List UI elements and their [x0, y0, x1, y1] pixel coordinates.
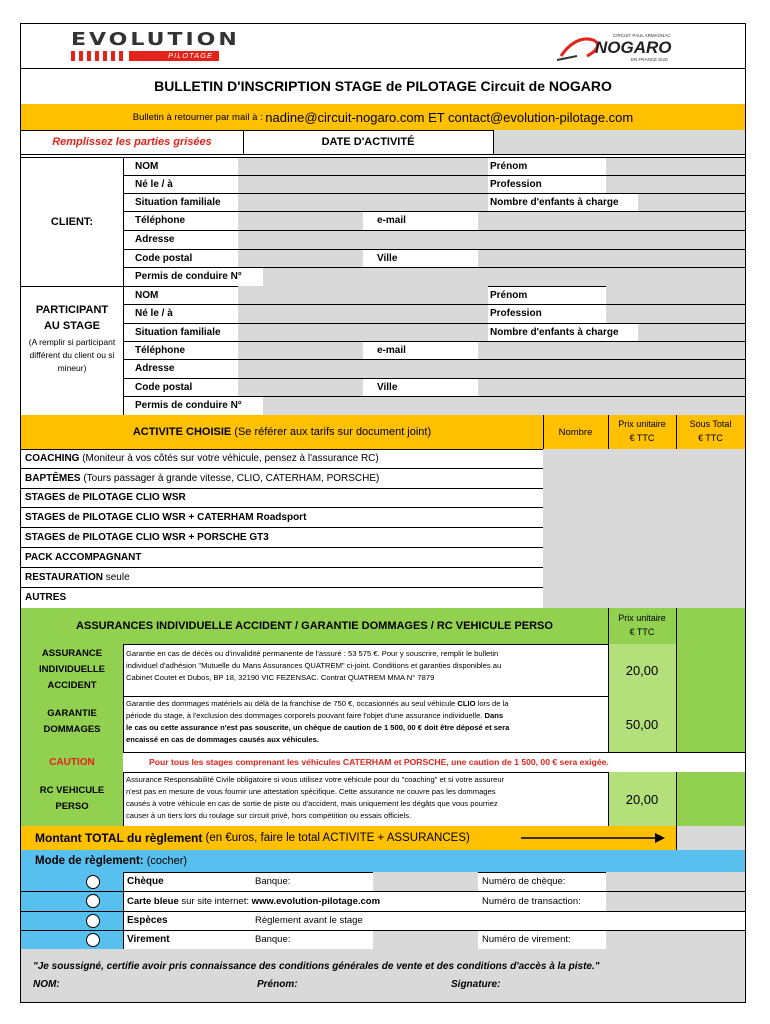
activite-header: ACTIVITE CHOISIE (Se référer aux tarifs sur document joint) — [21, 415, 543, 449]
participant-profession-label: Profession — [490, 308, 542, 319]
reglement-header: Mode de règlement: (cocher) — [21, 850, 745, 872]
total-field[interactable] — [676, 826, 745, 850]
client-adresse-label: Adresse — [135, 234, 175, 245]
activite-total-field[interactable] — [676, 449, 745, 468]
activite-prix-field[interactable] — [608, 507, 676, 527]
nogaro-logo — [551, 30, 681, 64]
cheque-banque-label: Banque: — [255, 876, 291, 887]
activite-total-field[interactable] — [676, 547, 745, 567]
rc-label: RC VEHICULE PERSO — [21, 772, 123, 826]
activite-nombre-field[interactable] — [543, 449, 608, 468]
virement-banque-field[interactable] — [373, 930, 478, 949]
footer-signature-label: Signature: — [451, 979, 501, 990]
client-nom-field[interactable] — [238, 157, 488, 175]
mail-instructions: Bulletin à retourner par mail à : nadine@circuit-nogaro.com ET contact@evolution-pilotage.com — [21, 104, 745, 130]
fill-hint: Remplissez les parties grisées — [52, 136, 212, 148]
client-permis-field[interactable] — [263, 267, 745, 286]
participant-telephone-label: Téléphone — [135, 344, 186, 356]
caution-label: CAUTION — [21, 752, 123, 772]
especes-label: Espèces — [127, 915, 168, 926]
individuelle-label: ASSURANCE INDIVIDUELLE ACCIDENT — [21, 644, 123, 696]
individuelle-total-field[interactable] — [676, 644, 745, 696]
participant-email-label: e-mail — [377, 344, 406, 356]
participant-prenom-field[interactable] — [606, 286, 745, 304]
cheque-banque-field[interactable] — [373, 872, 478, 891]
website-link[interactable]: www.evolution-pilotage.com — [251, 895, 381, 907]
participant-ne-le-label: Né le / à — [135, 308, 173, 319]
garantie-price: 50,00 — [608, 696, 676, 752]
virement-banque-label: Banque: — [255, 934, 291, 945]
mail-addresses: nadine@circuit-nogaro.com ET contact@evolution-pilotage.com — [265, 109, 634, 125]
client-ville-label: Ville — [377, 252, 398, 264]
carte-bleue-label: Carte bleue — [127, 895, 179, 907]
registration-form: EVOLUTION PILOTAGE CIRCUIT PAUL ARMAGNAC NOGARO EN FRANCE SUD BULLETIN D'INSCRIPTION STAGE de PILOTAGE Circuit de NOGARO Bulletin à retourner par mail à : nadine@circuit-nogaro.com ET contact@evolution-pilotage.com Remplissez les parties grisées DATE D'ACTIVITÉ CLIENT: NOM Prénom Né le / à Profession Situation familiale Nombre d'enfants à charge Téléphone e-mail Adresse Code postal Ville Permis de conduire N° PARTICIPANT AU STAGE (A remplir si participant différent du client ou si mineur) NOM Prénom Né le / à Profession Situation familiale Nombre d'enfants à charge Téléphone e-mail Adresse Code postal Ville Permis de conduire N° ACTIVITE CHOISIE (Se référer aux tarifs sur document joint) Nombre Prix unitaire € TTC Sous Total € TTC COACHING (Moniteur à vos côtés sur votre véhicule, pensez à l'assurance RC) BAPTÊMES (Tours passager à grande vitesse, CLIO, CATERHAM, PORSCHE) STAGES de PILOTAGE CLIO WSR STAGES de PILOTAGE CLIO WSR + CATERHAM Roadsport STAGES de PILOTAGE CLIO WSR + PORSCHE GT3 PACK ACCOMPAGNANT RESTAURATION seule AUTRES ASSURANCES INDIVIDUELLE ACCIDENT / GARANTIE DOMMAGES / RC VEHICULE PERSO Prix unitaire € TTC ASSURANCE INDIVIDUELLE ACCIDENT Garantie en cas de décès ou d'invalidité permanente de l'assuré : 53 575 €. Pour y souscrire, remplir le bulletin individuel d'adhésion "Mutuelle du Mans Assurances QUATREM" ci-joint. Conditions et garanties disponibles au Cabinet Coutet et Dubos, BP 18, 32190 VIC FEZENSAC. Contrat QUATREM MMA N° 7879 20,00 GARANTIE DOMMAGES Garantie des dommages matériels au délà de la franchise de 750 €, occasionnés au seul véhicule CLIO lors de la période du stage, à l'exclusion des dommages corporels pouvant faire l'objet d'une assurance individuelle. Dans le cas ou cette assurance n'est pas souscrite, un chèque de caution de 1 500, 00 € doit être déposé et sera encaissé en cas de dommages causés aux véhicules. 50,00 CAUTION Pour tous les stages comprenant les véhicules CATERHAM et PORSCHE, une caution de 1 500, 00 € sera exigée. RC VEHICULE PERSO Assurance Responsabilité Civile obligatoire si vous utilisez votre véhicule pour du "coaching" et si votre assureur n'est pas en mesure de vous fournir une attestation spécifique. Cette assurance ne couvre pas les dommages causés à votre véhicule en cas de sortie de piste ou d'accident, mais uniquement les dégâts que vous pourriez causer à un tiers lors du roulage sur circuit privé, hors compétition ou essais officiels. 20,00 Montant TOTAL du règlement (en €uros, faire le total ACTIVITE + ASSURANCES) Mode de règlement: (cocher) Chèque Banque: Numéro de chèque: Carte bleue sur site internet: www.evolution-pilotage.com Numéro de transaction: Espèces Règlement avant le stage Virement Banque: Numéro de virement: "Je soussigné, certifie avoir pris connaissance des conditions générales de vente et des conditions d'accès à la piste." NOM: Prénom: Signature: — [20, 23, 746, 1003]
activite-prix-field[interactable] — [608, 547, 676, 567]
activite-total-field[interactable] — [676, 527, 745, 547]
especes-note: Règlement avant le stage — [255, 915, 363, 926]
activite-prix-field[interactable] — [608, 468, 676, 488]
virement-numero-label: Numéro de virement: — [482, 934, 571, 945]
activite-total-field[interactable] — [676, 507, 745, 527]
participant-situation-field[interactable] — [238, 323, 488, 341]
activite-nombre-field[interactable] — [543, 488, 608, 507]
checkered-flag-icon — [71, 51, 127, 61]
participant-email-field[interactable] — [478, 341, 745, 359]
client-permis-label: Permis de conduire N° — [135, 271, 242, 282]
signature-area[interactable] — [21, 949, 745, 1002]
cheque-label: Chèque — [127, 876, 164, 887]
client-prenom-label: Prénom — [490, 160, 528, 172]
client-ne-le-field[interactable] — [238, 175, 488, 193]
activite-row: STAGES de PILOTAGE CLIO WSR — [25, 492, 186, 503]
activite-total-field[interactable] — [676, 587, 745, 608]
rc-text: Assurance Responsabilité Civile obligatoire si vous utilisez votre véhicule pour du "coaching" et si votre assureur n'est pas en mesure de vous fournir une attestation spécifique. Cette assurance ne couvre pas les dommages causés à votre véhicule en cas de sortie de piste ou d'accident, mais uniquement les dégâts que vous pourriez causer à un tiers lors du roulage sur circuit privé, hors compétition ou essais officiels. — [126, 775, 505, 820]
activite-total-field[interactable] — [676, 468, 745, 488]
evolution-logo-sub: PILOTAGE — [129, 51, 219, 61]
client-enfants-field[interactable] — [638, 193, 745, 211]
carte-bleue-radio[interactable] — [86, 894, 100, 908]
participant-enfants-field[interactable] — [638, 323, 745, 341]
participant-adresse-field[interactable] — [238, 359, 745, 378]
assurances-prix-header: Prix unitaire € TTC — [608, 608, 676, 644]
client-enfants-label: Nombre d'enfants à charge — [490, 196, 619, 208]
activite-prix-field[interactable] — [608, 527, 676, 547]
client-ville-field[interactable] — [478, 249, 745, 267]
garantie-text: Garantie des dommages matériels au délà de la franchise de 750 €, occasionnés au seul véhicule CLIO lors de la période du stage, à l'exclusion des dommages corporels pouvant faire l'objet d'une assurance individuelle. Dans le cas ou cette assurance n'est pas souscrite, un chèque de caution de 1 500, 00 € doit être déposé et sera encaissé en cas de dommages causés aux véhicules. — [126, 699, 510, 744]
participant-adresse-label: Adresse — [135, 363, 175, 374]
assurances-header: ASSURANCES INDIVIDUELLE ACCIDENT / GARANTIE DOMMAGES / RC VEHICULE PERSO — [21, 608, 608, 644]
client-email-label: e-mail — [377, 215, 406, 226]
activite-row: BAPTÊMES (Tours passager à grande vitesse, CLIO, CATERHAM, PORSCHE) — [25, 472, 380, 484]
activite-nombre-field[interactable] — [543, 547, 608, 567]
rc-price: 20,00 — [608, 772, 676, 826]
participant-prenom-label: Prénom — [490, 289, 528, 301]
individuelle-price: 20,00 — [608, 644, 676, 696]
caution-text: Pour tous les stages comprenant les véhicules CATERHAM et PORSCHE, une caution de 1 500, 00 € sera exigée. — [149, 757, 609, 767]
col-prix-header: Prix unitaire € TTC — [608, 415, 676, 449]
activite-total-field[interactable] — [676, 488, 745, 507]
client-email-field[interactable] — [478, 211, 745, 230]
nogaro-logo-sub: EN FRANCE SUD — [631, 57, 668, 62]
evolution-logo — [71, 30, 240, 62]
nogaro-logo-text: NOGARO — [595, 38, 672, 57]
activite-prix-field[interactable] — [608, 488, 676, 507]
total-row: Montant TOTAL du règlement (en €uros, faire le total ACTIVITE + ASSURANCES) — [21, 826, 676, 850]
client-ne-le-label: Né le / à — [135, 178, 173, 190]
activite-row: RESTAURATION seule — [25, 571, 130, 583]
activite-nombre-field[interactable] — [543, 527, 608, 547]
participant-enfants-label: Nombre d'enfants à charge — [490, 326, 619, 338]
cheque-numero-label: Numéro de chèque: — [482, 876, 566, 887]
garantie-label: GARANTIE DOMMAGES — [21, 696, 123, 752]
cheque-radio[interactable] — [86, 875, 100, 889]
client-adresse-field[interactable] — [238, 230, 745, 249]
garantie-total-field[interactable] — [676, 696, 745, 752]
participant-permis-field[interactable] — [263, 396, 745, 415]
participant-nom-label: NOM — [135, 289, 159, 301]
activite-prix-field[interactable] — [608, 449, 676, 468]
activite-nombre-field[interactable] — [543, 468, 608, 488]
footer-nom-label: NOM: — [33, 979, 60, 990]
nogaro-logo-top: CIRCUIT PAUL ARMAGNAC — [613, 33, 671, 38]
virement-numero-field[interactable] — [606, 930, 745, 949]
client-situation-field[interactable] — [238, 193, 488, 211]
activite-row: PACK ACCOMPAGNANT — [25, 551, 142, 563]
participant-section-label: PARTICIPANT AU STAGE (A remplir si participant différent du client ou si mineur) — [21, 302, 123, 402]
client-code-postal-field[interactable] — [238, 249, 363, 267]
participant-code-postal-field[interactable] — [238, 378, 363, 396]
participant-ville-label: Ville — [377, 381, 398, 393]
participant-nom-field[interactable] — [238, 286, 488, 304]
participant-ville-field[interactable] — [478, 378, 745, 396]
participant-code-postal-label: Code postal — [135, 381, 193, 393]
col-nombre-header: Nombre — [543, 415, 608, 449]
col-total-header: Sous Total € TTC — [676, 415, 745, 449]
activite-row: COACHING (Moniteur à vos côtés sur votre véhicule, pensez à l'assurance RC) — [25, 453, 379, 464]
client-section-label: CLIENT: — [50, 215, 94, 228]
evolution-logo-text: EVOLUTION — [71, 30, 240, 50]
cheque-numero-field[interactable] — [606, 872, 745, 891]
participant-situation-label: Situation familiale — [135, 326, 221, 338]
footer-prenom-label: Prénom: — [257, 979, 298, 990]
activite-nombre-field[interactable] — [543, 587, 608, 608]
date-field[interactable] — [493, 130, 745, 154]
client-situation-label: Situation familiale — [135, 196, 221, 208]
activite-prix-field[interactable] — [608, 587, 676, 608]
form-title: BULLETIN D'INSCRIPTION STAGE de PILOTAGE Circuit de NOGARO — [154, 78, 612, 94]
certification-statement: "Je soussigné, certifie avoir pris connaissance des conditions générales de vente et des conditions d'accès à la piste." — [33, 961, 600, 972]
activite-total-field[interactable] — [676, 567, 745, 587]
client-nom-label: NOM — [135, 160, 159, 172]
arrow-right-icon — [521, 832, 666, 844]
transaction-numero-field[interactable] — [606, 891, 745, 911]
client-telephone-label: Téléphone — [135, 215, 186, 226]
participant-ne-le-field[interactable] — [238, 304, 488, 323]
transaction-numero-label: Numéro de transaction: — [482, 895, 581, 907]
client-profession-field[interactable] — [606, 175, 745, 193]
participant-note: (A remplir si participant différent du client ou si mineur) — [28, 337, 116, 373]
activite-nombre-field[interactable] — [543, 507, 608, 527]
date-label: DATE D'ACTIVITÉ — [321, 136, 415, 148]
client-prenom-field[interactable] — [606, 157, 745, 175]
client-code-postal-label: Code postal — [135, 252, 193, 264]
activite-nombre-field[interactable] — [543, 567, 608, 587]
client-profession-label: Profession — [490, 178, 542, 190]
client-telephone-field[interactable] — [238, 211, 363, 230]
activite-row: AUTRES — [25, 592, 67, 603]
individuelle-text: Garantie en cas de décès ou d'invalidité permanente de l'assuré : 53 575 €. Pour y souscrire, remplir le bulletin individuel d'adhésion "Mutuelle du Mans Assurances QUATREM" ci-joint. Conditions et garanties disponibles au Cabinet Coutet et Dubos, BP 18, 32190 VIC FEZENSAC. Contrat QUATREM MMA N° 7879 — [126, 649, 502, 682]
participant-profession-field[interactable] — [606, 304, 745, 323]
participant-telephone-field[interactable] — [238, 341, 363, 359]
activite-row: STAGES de PILOTAGE CLIO WSR + PORSCHE GT3 — [25, 531, 269, 543]
rc-total-field[interactable] — [676, 772, 745, 826]
activite-prix-field[interactable] — [608, 567, 676, 587]
activite-row: STAGES de PILOTAGE CLIO WSR + CATERHAM Roadsport — [25, 511, 307, 523]
virement-label: Virement — [127, 934, 170, 945]
participant-permis-label: Permis de conduire N° — [135, 400, 242, 411]
virement-radio[interactable] — [86, 933, 100, 947]
especes-radio[interactable] — [86, 914, 100, 928]
